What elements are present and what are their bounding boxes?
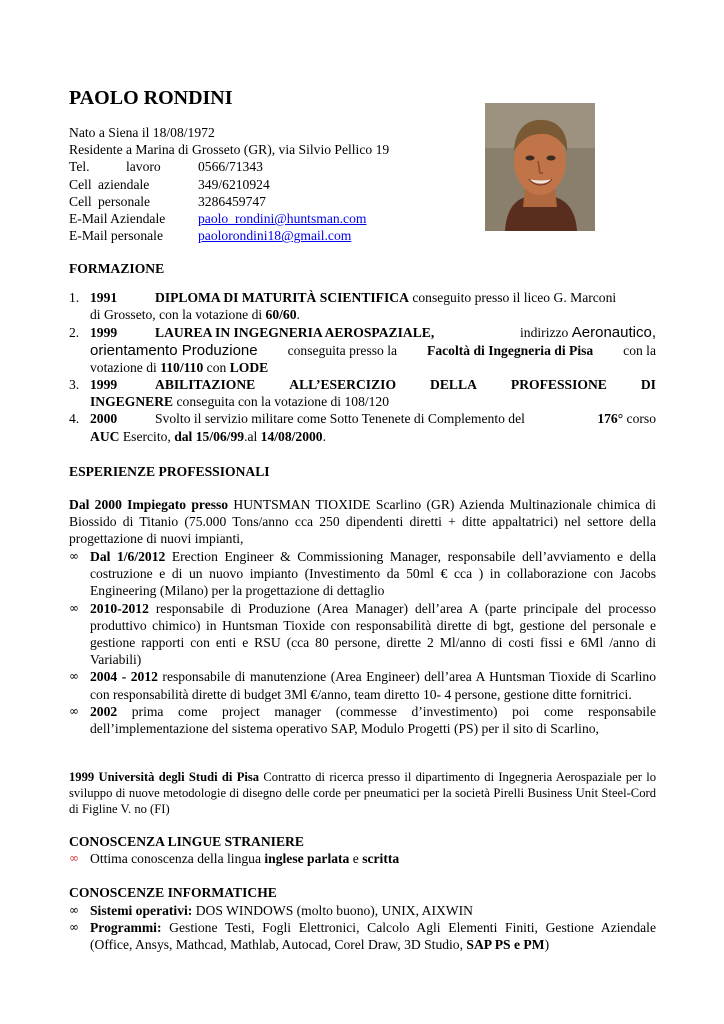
section-heading-esperienze: ESPERIENZE PROFESSIONALI <box>69 464 270 479</box>
section-heading-formazione: FORMAZIONE <box>69 261 165 276</box>
infinity-bullet-icon: ∞ <box>69 703 79 718</box>
formazione-list <box>69 289 656 445</box>
lingue-item: ∞ Ottima conoscenza della lingua inglese parlata e scritta <box>69 851 400 866</box>
infinity-bullet-icon: ∞ <box>69 600 79 615</box>
list-item: ∞ Dal 1/6/2012 Erection Engineer & Commissioning Manager, responsabile dell’avviamento e della costruzione e di un nuovo impianto (Investimento da 50ml € cca ) in collaborazione con Jacobs Engineering (Milano) per la progettazione di dettaglio <box>69 549 656 599</box>
section-heading-lingue: CONOSCENZA LINGUE STRANIERE <box>69 834 304 849</box>
list-item: ∞ Sistemi operativi: DOS WINDOWS (molto buono), UNIX, AIXWIN <box>69 903 473 918</box>
contact-row: Cell aziendale 349/6210924 <box>69 176 270 192</box>
portrait-image <box>485 103 595 231</box>
list-item: 3. 1999 ABILITAZIONE ALL’ESERCIZIO DELLA PROFESSIONE DI INGEGNERE conseguita con la votazione di 108/120 <box>69 377 656 410</box>
infinity-bullet-icon: ∞ <box>69 920 79 935</box>
list-item: ∞ 2004 - 2012 responsabile di manutenzione (Area Engineer) dell’area A Huntsman Tioxide di Scarlino con responsabilità dirette di budget 3Ml €/anno, team diretto 10- 4 persone, gestione ditte fornitrici. <box>69 669 656 702</box>
informatiche-list <box>69 902 656 954</box>
list-item: ∞ Programmi: Gestione Testi, Fogli Elettronici, Calcolo Agli Elementi Finiti, Gestione Aziendale (Office, Ansys, Mathcad, Mathlab, Autocad, Corel Draw, 3D Studio, SAP PS e PM) <box>69 920 656 953</box>
list-item: 1. 1991 DIPLOMA DI MATURITÀ SCIENTIFICA conseguito presso il liceo G. Marconi di Grosseto, con la votazione di 60/60. <box>69 290 617 323</box>
email-personal-link[interactable]: paolorondini18@gmail.com <box>198 228 352 244</box>
list-item: ∞ 2010-2012 responsabile di Produzione (Area Manager) dell’area A (parte principale del processo produttivo chimico) in Huntsman Tioxide con responsabilità dirette di bgt, gestione del personale e gestione rapporti con enti e RSU (cca 80 persone, dirette 2 Ml/anno di costi fissi e 6Ml /anno di Variabili) <box>69 600 656 668</box>
esperienze-list <box>69 548 656 737</box>
personal-info <box>69 124 469 244</box>
list-item: 2. 1999 LAUREA IN INGEGNERIA AEROSPAZIALE, indirizzo Aeronautico, orientamento Produzione conseguita presso la Facoltà di Ingegneria di Pisa con la votazione di 110/110 con LODE <box>69 324 656 375</box>
section-heading-informatiche: CONOSCENZE INFORMATICHE <box>69 885 277 900</box>
contact-row: E-Mail Aziendale paolo_rondini@huntsman.com <box>69 210 367 226</box>
infinity-bullet-icon: ∞ <box>69 903 79 917</box>
research-contract: 1999 Università degli Studi di Pisa Contratto di ricerca presso il dipartimento di Ingegneria Aerospaziale per lo sviluppo di nuove metodologie di disegno delle corde per pneumatici per la società Pirelli Business Unit Steel-Cord di Figline V. no (FI) <box>69 770 656 816</box>
birth-info: Nato a Siena il 18/08/1972 <box>69 125 215 140</box>
email-work-link[interactable]: paolo_rondini@huntsman.com <box>198 210 367 226</box>
esperienze-intro: Dal 2000 Impiegato presso HUNTSMAN TIOXIDE Scarlino (GR) Azienda Multinazionale chimica di Biossido di Titanio (75.000 Tons/anno cca 250 dipendenti diretti + ditte appaltatrici) nel settore della progettazione di nuovi impianti, <box>69 497 656 547</box>
contact-row: E-Mail personale paolorondini18@gmail.com <box>69 228 352 244</box>
contact-row: Tel. lavoro 0566/71343 <box>69 159 263 175</box>
profile-photo <box>485 103 595 231</box>
page-title: PAOLO RONDINI <box>69 87 233 109</box>
list-item: ∞ 2002 prima come project manager (commesse d’investimento) poi come responsabile dell’implementazione del sistema operativo SAP, Modulo Progetti (PS) per il sito di Scarlino, <box>69 703 656 737</box>
contact-row: Cell personale 3286459747 <box>69 193 266 209</box>
residence-info: Residente a Marina di Grosseto (GR), via Silvio Pellico 19 <box>69 142 390 158</box>
infinity-bullet-icon: ∞ <box>69 851 79 865</box>
list-item: 4. 2000 Svolto il servizio militare come Sotto Tenenete di Complemento del 176° corso AUC Esercito, dal 15/06/99.al 14/08/2000. <box>69 411 656 444</box>
infinity-bullet-icon: ∞ <box>69 669 79 684</box>
infinity-bullet-icon: ∞ <box>69 549 79 563</box>
